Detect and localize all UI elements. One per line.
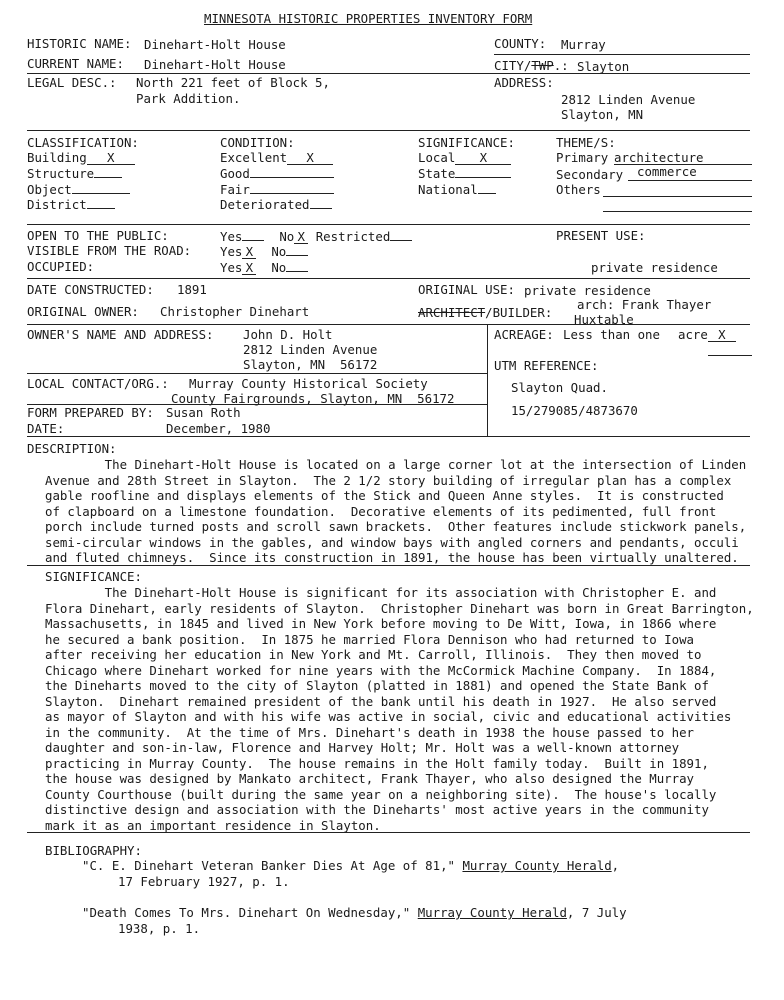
utm-reference: 15/279085/4873670 (511, 403, 638, 418)
description-header: DESCRIPTION: (27, 441, 117, 456)
description-line: porch include turned posts and scroll sawn brackets. Other features include stickwork panels, (45, 519, 747, 534)
significance-level-header: SIGNIFICANCE: (418, 135, 515, 150)
rule-names (27, 73, 750, 74)
owner-line3: Slayton, MN 56172 (243, 357, 378, 372)
significance-line: the Dineharts moved to the city of Slayton (platted in 1881) and opened the State Bank of (45, 678, 709, 693)
significance-line: Chicago where Dinehart worked for nine years with the McCormick Machine Company. In 1884, (45, 662, 717, 678)
significance-line: distinctive design and association with the Dineharts' most active years in the community (45, 802, 709, 817)
county-label: COUNTY: (494, 36, 547, 51)
description-line: semi-circular windows in the gables, and window bays with angled corners and pendants, occuli (45, 534, 739, 550)
date-constructed-value: 1891 (177, 282, 207, 297)
date-constructed-label: DATE CONSTRUCTED: (27, 282, 154, 297)
themes-header: THEME/S: (556, 135, 616, 150)
significance-line: daughter and son-in-law, Florence and Harvey Holt; Mr. Holt was a well-known attorney (45, 740, 680, 755)
condition-header: CONDITION: (220, 135, 295, 150)
themes-primary-label: Primary (556, 150, 609, 165)
bibliography-entry-2-line2: 1938, p. 1. (118, 921, 201, 936)
builder-line1: arch: Frank Thayer (577, 297, 712, 312)
local-contact-label: LOCAL CONTACT/ORG.: (27, 376, 169, 391)
themes-others-label: Others (556, 182, 601, 197)
significance-line: Massachusetts, in 1845 and lived in New York before moving to De Witt, Iowa, in 1866 where (45, 616, 717, 631)
occupied-label: OCCUPIED: (27, 259, 95, 274)
significance-line: practicing in Murray County. The house remains in the Holt family today. Built in 1891, (45, 755, 709, 771)
description-line: of clapboard on a limestone foundation. Decorative elements of its pedimented, full front (45, 503, 717, 519)
rule-dates (27, 324, 750, 325)
address-label: ADDRESS: (494, 75, 554, 90)
rule-classification (27, 224, 750, 225)
bibliography-entry-1: "C. E. Dinehart Veteran Banker Dies At Age of 81," Murray County Herald, (82, 858, 620, 873)
owner-line2: 2812 Linden Avenue (243, 342, 378, 357)
rule-significance (27, 832, 750, 833)
bibliography-entry-1-line2: 17 February 1927, p. 1. (118, 874, 290, 889)
significance-line: as mayor of Slayton and with his wife was active in social, civic and educational activities (45, 709, 732, 724)
builder-label: ARCHITECT/BUILDER: (418, 305, 553, 320)
date-value: December, 1980 (166, 421, 271, 436)
address-line2: Slayton, MN (561, 107, 644, 122)
owner-label: OWNER'S NAME AND ADDRESS: (27, 327, 214, 342)
significance-line: the house was designed by Mankato architect, Frank Thayer, who also designed the Murray (45, 771, 695, 786)
rule-owner (27, 373, 487, 374)
owner-block-divider (487, 324, 488, 436)
local-contact-line1: Murray County Historical Society (189, 376, 428, 391)
bibliography-header: BIBLIOGRAPHY: (45, 843, 142, 858)
legal-desc-line1: North 221 feet of Block 5, (136, 75, 330, 90)
significance-state: State (418, 165, 511, 181)
acreage-acre: acre X (678, 327, 736, 342)
description-line: and fluted chimneys. Since its construction in 1891, the house has been virtually unaltered. (45, 550, 739, 565)
themes-others-rule (603, 196, 752, 197)
significance-line: mark it as an important residence in Slayton. (45, 817, 381, 833)
present-use-value: private residence (591, 260, 718, 275)
themes-secondary-rule (628, 180, 752, 181)
county-rule (494, 54, 750, 55)
prepared-by-value: Susan Roth (166, 405, 241, 420)
form-title: MINNESOTA HISTORIC PROPERTIES INVENTORY FORM (204, 11, 533, 26)
significance-local: Local X (418, 150, 511, 165)
visible-from-road-options: Yes X No (220, 243, 308, 259)
significance-line: Flora Dinehart, early residents of Slayton. Christopher Dinehart was born in Great Barrington, (45, 600, 754, 616)
original-owner-value: Christopher Dinehart (160, 304, 310, 319)
original-use-value: private residence (524, 283, 651, 298)
condition-deteriorated: Deteriorated (220, 196, 332, 212)
address-line1: 2812 Linden Avenue (561, 92, 696, 107)
prepared-by-label: FORM PREPARED BY: (27, 405, 154, 420)
present-use-label: PRESENT USE: (556, 228, 646, 243)
description-line: Avenue and 28th Street in Slayton. The 2 1/2 story building of irregular plan has a complex (45, 472, 732, 488)
acreage-value: Less than one (563, 327, 660, 342)
bibliography-entry-2: "Death Comes To Mrs. Dinehart On Wednesday," Murray County Herald, 7 July (82, 905, 627, 920)
significance-line: Slayton. Dinehart remained president of the bank until his death in 1927. He also served (45, 693, 717, 709)
city-value: Slayton (577, 59, 630, 74)
rule-public (27, 278, 750, 279)
description-line: The Dinehart-Holt House is located on a large corner lot at the intersection of Linden (45, 457, 747, 472)
occupied-options: Yes X No (220, 259, 308, 275)
significance-line: County Courthouse (built during the same year on a neighboring site). The house's locally (45, 786, 717, 802)
classification-object: Object (27, 181, 130, 197)
condition-fair: Fair (220, 181, 334, 197)
significance-line: he secured a bank position. In 1875 he married Flora Dennison who had returned to Iowa (45, 631, 695, 647)
local-contact-line2: County Fairgrounds, Slayton, MN 56172 (171, 391, 455, 406)
county-value: Murray (561, 37, 606, 52)
acreage-label: ACREAGE: (494, 327, 554, 342)
condition-excellent: Excellent X (220, 150, 333, 165)
builder-line2: Huxtable (574, 312, 634, 327)
original-owner-label: ORIGINAL OWNER: (27, 304, 139, 319)
classification-structure: Structure (27, 165, 122, 181)
significance-line: The Dinehart-Holt House is significant for its association with Christopher E. and (45, 585, 717, 600)
current-name-label: CURRENT NAME: (27, 56, 124, 71)
condition-good: Good (220, 165, 334, 181)
significance-header: SIGNIFICANCE: (45, 569, 142, 584)
rule-prepared (27, 436, 750, 437)
significance-line: in the community. At the time of Mrs. Dinehart's death in 1938 the house passed to her (45, 724, 695, 740)
visible-from-road-label: VISIBLE FROM THE ROAD: (27, 243, 192, 258)
legal-desc-line2: Park Addition. (136, 91, 241, 106)
historic-name-label: HISTORIC NAME: (27, 36, 132, 51)
open-to-public-label: OPEN TO THE PUBLIC: (27, 228, 169, 243)
original-use-label: ORIGINAL USE: (418, 282, 515, 297)
classification-header: CLASSIFICATION: (27, 135, 139, 150)
themes-secondary-value: commerce (637, 164, 697, 179)
acreage-rule-2 (708, 355, 752, 356)
significance-line: after receiving her education in New York and Mt. Carroll, Illinois. They then moved to (45, 647, 702, 662)
open-to-public-options: Yes No X Restricted (220, 228, 412, 244)
historic-name-value: Dinehart-Holt House (144, 37, 286, 52)
owner-line1: John D. Holt (243, 327, 333, 342)
legal-desc-label: LEGAL DESC.: (27, 75, 117, 90)
rule-description (27, 565, 750, 566)
themes-primary-value: architecture (614, 150, 704, 165)
classification-district: District (27, 196, 115, 212)
themes-others-rule-2 (603, 211, 752, 212)
significance-national: National (418, 181, 496, 197)
themes-secondary-label: Secondary (556, 167, 624, 182)
city-label: CITY/TWP.: (494, 58, 569, 73)
classification-building: Building X (27, 150, 135, 165)
utm-quad: Slayton Quad. (511, 380, 608, 395)
utm-label: UTM REFERENCE: (494, 358, 599, 373)
date-label: DATE: (27, 421, 65, 436)
description-line: gable roofline and displays elements of the Stick and Queen Anne styles. It is constructed (45, 488, 724, 503)
rule-legal (27, 130, 750, 131)
current-name-value: Dinehart-Holt House (144, 57, 286, 72)
